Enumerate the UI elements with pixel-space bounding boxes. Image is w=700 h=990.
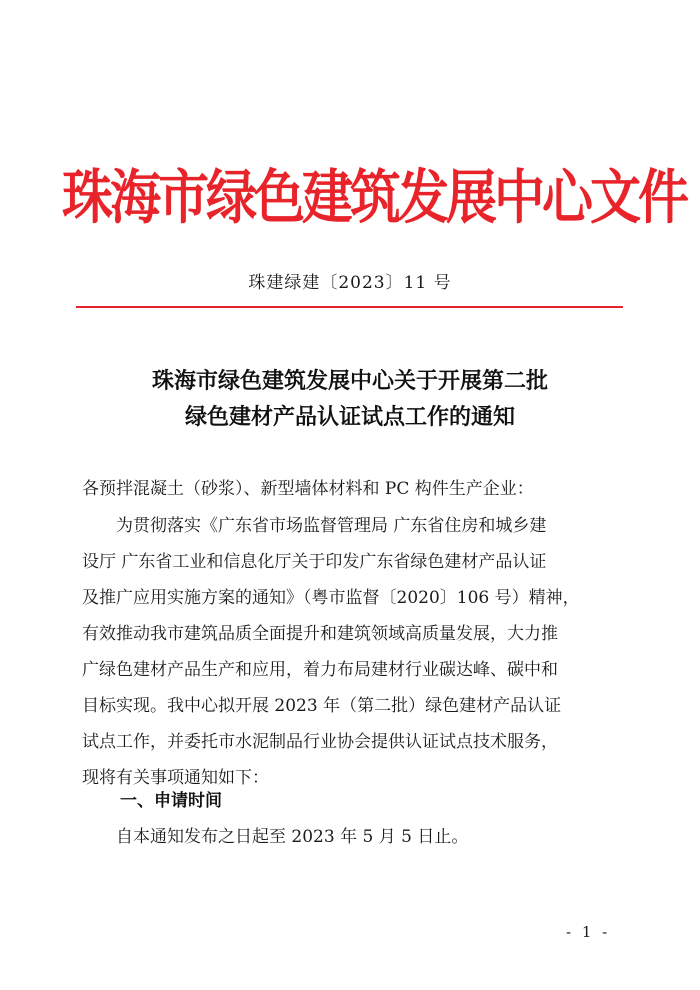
paragraph-line: 目标实现。我中心拟开展 2023 年（第二批）绿色建材产品认证 [82, 696, 562, 716]
section-text-application-time: 自本通知发布之日起至 2023 年 5 月 5 日止。 [82, 827, 469, 847]
red-divider-line [76, 306, 623, 308]
notice-title-line-2: 绿色建材产品认证试点工作的通知 [184, 404, 515, 430]
paragraph-line: 有效推动我市建筑品质全面提升和建筑领域高质量发展，大力推 [82, 624, 558, 644]
issuer-header-title: 珠海市绿色建筑发展中心文件 [62, 163, 687, 233]
section-heading-application-time: 一、申请时间 [120, 791, 222, 811]
paragraph-line: 及推广应用实施方案的通知》（粤市监督〔2020〕106 号）精神， [82, 588, 580, 608]
document-number: 珠建绿建〔2023〕11 号 [248, 273, 452, 293]
paragraph-line: 为贯彻落实《广东省市场监督管理局 广东省住房和城乡建 [82, 516, 547, 536]
paragraph-line: 现将有关事项通知如下： [82, 768, 269, 788]
page-number: - 1 - [566, 923, 611, 941]
salutation: 各预拌混凝土（砂浆）、新型墙体材料和 PC 构件生产企业： [82, 479, 534, 499]
paragraph-line: 试点工作，并委托市水泥制品行业协会提供认证试点技术服务， [82, 732, 558, 752]
paragraph-line: 广绿色建材产品生产和应用，着力布局建材行业碳达峰、碳中和 [82, 660, 558, 680]
paragraph-line: 设厅 广东省工业和信息化厅关于印发广东省绿色建材产品认证 [82, 552, 547, 572]
notice-title-line-1: 珠海市绿色建筑发展中心关于开展第二批 [151, 368, 548, 394]
